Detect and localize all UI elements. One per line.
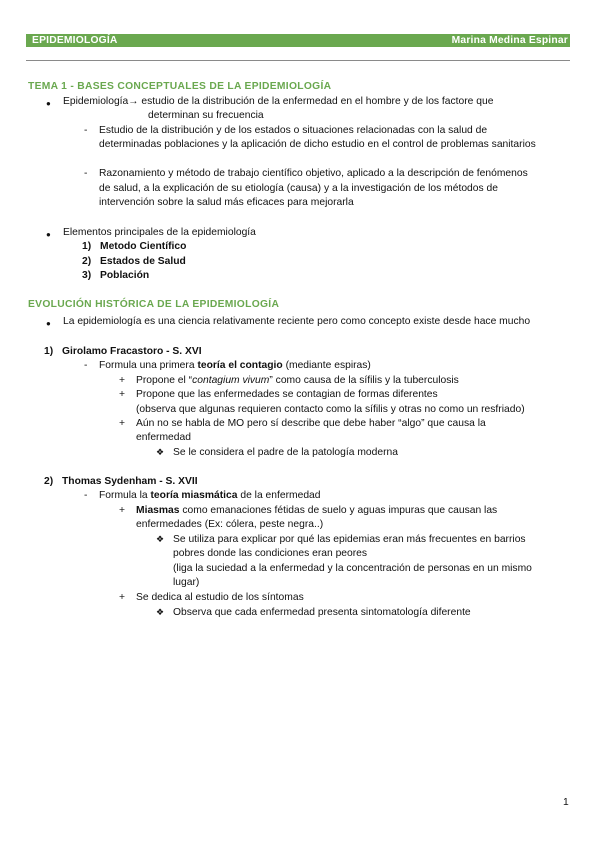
plus-item-text-cont: enfermedad <box>136 432 191 443</box>
plus-icon: + <box>119 592 126 603</box>
diamond-bullet-icon: ❖ <box>156 607 165 617</box>
plus-item-text: Miasmas como emanaciones fétidas de suelo y aguas impuras que causan las <box>136 505 498 516</box>
diamond-item-text: Se utiliza para explicar por qué las epidemias eran más frecuentes en barrios <box>173 534 526 545</box>
header-banner <box>26 34 570 47</box>
diamond-item-text: Se le considera el padre de la patología moderna <box>173 447 398 458</box>
dash-icon: - <box>84 360 88 371</box>
bullet-text: La epidemiología es una ciencia relativamente reciente pero como concepto existe desde hace mucho <box>63 316 531 327</box>
sub-item-text: Formula una primera teoría el contagio (mediante espiras) <box>99 360 371 371</box>
sub-item-text: Formula la teoría miasmática de la enfermedad <box>99 490 321 501</box>
plus-item-text-cont: (observa que algunas requieren contacto como la sífilis y otras no como un resfriado) <box>136 404 525 415</box>
list-item-element-2: 2) Estados de Salud <box>82 256 186 267</box>
diamond-item-text-cont: lugar) <box>173 577 200 588</box>
diamond-item-text-cont: (liga la suciedad a la enfermedad y la concentración de personas en un mismo <box>173 563 532 574</box>
plus-icon: + <box>119 375 126 386</box>
plus-item-text: Propone que las enfermedades se contagian de formas diferentes <box>136 389 438 400</box>
section-title-tema1: TEMA 1 - BASES CONCEPTUALES DE LA EPIDEMIOLOGÍA <box>28 81 332 92</box>
bullet-dot-icon: ● <box>46 99 51 108</box>
sub-item-text: Razonamiento y método de trabajo científico objetivo, aplicado a la descripción de fenómenos <box>99 168 528 179</box>
bullet-dot-icon: ● <box>46 319 51 328</box>
header-divider <box>26 60 570 61</box>
plus-icon: + <box>119 418 126 429</box>
header-title: EPIDEMIOLOGÍA <box>32 35 118 46</box>
bullet-text: Elementos principales de la epidemiología <box>63 227 256 238</box>
page-number: 1 <box>563 797 569 808</box>
plus-item-text: Aún no se habla de MO pero sí describe que debe haber “algo” que causa la <box>136 418 486 429</box>
heading-sydenham: 2) Thomas Sydenham - S. XVII <box>44 476 198 487</box>
sub-item-text-cont: intervención sobre la salud más eficaces para mejorarla <box>99 197 354 208</box>
plus-item-text-cont: enfermedades (Ex: cólera, peste negra..) <box>136 519 324 530</box>
dash-icon: - <box>84 125 88 136</box>
heading-fracastoro: 1) Girolamo Fracastoro - S. XVI <box>44 346 202 357</box>
plus-icon: + <box>119 505 126 516</box>
list-item-element-3: 3) Población <box>82 270 150 281</box>
sub-item-text: Estudio de la distribución y de los estados o situaciones relacionadas con la salud de <box>99 125 488 136</box>
list-item-element-1: 1) Metodo Científico <box>82 241 187 252</box>
sub-item-text-cont: de salud, a la explicación de su etiología (causa) y a la investigación de los métodos de <box>99 183 498 194</box>
diamond-item-text-cont: pobres donde las condiciones eran peores <box>173 548 368 559</box>
dash-icon: - <box>84 490 88 501</box>
diamond-bullet-icon: ❖ <box>156 534 165 544</box>
plus-item-text: Propone el “contagium vivum” como causa de la sífilis y la tuberculosis <box>136 375 459 386</box>
sub-item-text-cont: determinadas poblaciones y la aplicación de dicho estudio en el control de problemas sanitarios <box>99 139 536 150</box>
dash-icon: - <box>84 168 88 179</box>
bullet-text-cont: determinan su frecuencia <box>148 110 264 121</box>
bullet-dot-icon: ● <box>46 230 51 239</box>
bullet-text: Epidemiología→ estudio de la distribución de la enfermedad en el hombre y de los factore que <box>63 96 494 107</box>
header-author: Marina Medina Espinar <box>451 35 568 46</box>
plus-item-text: Se dedica al estudio de los síntomas <box>136 592 304 603</box>
diamond-item-text: Observa que cada enfermedad presenta sintomatología diferente <box>173 607 471 618</box>
diamond-bullet-icon: ❖ <box>156 447 165 457</box>
plus-icon: + <box>119 389 126 400</box>
section-title-evolucion: EVOLUCIÓN HISTÓRICA DE LA EPIDEMIOLOGÍA <box>28 299 280 310</box>
